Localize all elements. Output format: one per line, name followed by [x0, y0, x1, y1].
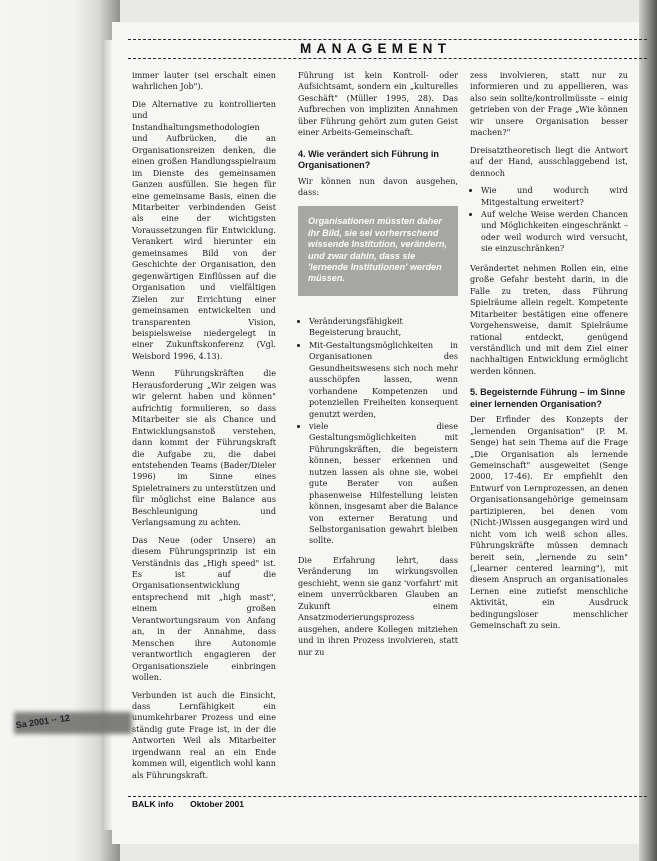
paragraph: Wir können nun davon ausgehen, dass:: [298, 175, 458, 197]
pull-quote: Organisationen müssten daher ihr Bild, sie sei vorherrschend wissende Institution, verändern, und zwar dahin, dass sie 'lernende Institutionen' werden müssen.: [298, 206, 458, 295]
section-heading-4: 4. Wie verändert sich Führung in Organisationen?: [298, 148, 439, 171]
footer-rule: [128, 796, 647, 797]
column-2: [298, 70, 458, 795]
top-rule: [128, 39, 647, 40]
list-item: • Auf welche Weise werden Chancen und Möglichkeiten eingeschränkt – oder weil wodurch wird versucht, sie einzuschränken?: [481, 209, 628, 255]
margin-stamp-text: Sa 2001 ·· 12: [15, 712, 71, 731]
paragraph: zess involvieren, statt nur zu informieren und zu appellieren, was also sein sollte/kontrollmüsste – einig getrieben von der Frage „Wie können wir unsere Organisation besser machen?": [470, 70, 628, 138]
section-heading-5: 5. Begeisternde Führung – im Sinne einer lernenden Organisation?: [470, 387, 626, 409]
paragraph: Die Erfahrung lehrt, dass Veränderung im wirkungsvollen geschieht, wenn sie ganz 'vorfahrt' mit einem unverrückbaren Glauben an Zukunft einem Ansatzmoderierungsprozess ausgehen, andere Kollegen mitziehen und in ihren Prozess involvieren, statt nur zu: [298, 554, 458, 657]
column-1: [132, 70, 276, 780]
paragraph: Das Neue (oder Unsere) an diesem Führungsprinzip ist ein Verständnis das „High speed" ist. Es ist auf die Organisationsentwicklung entsprechend mit „high mast", einem großen Verantwortungsraum von Anfang an, in der Annahme, dass Menschen ihre Autonomie verantwortlich engagieren der Organisationsziele einbringen wollen.: [132, 534, 276, 683]
paragraph: immer lauter (sei erschalt einen wahrlichen Job").: [132, 70, 276, 92]
list-item: • Mit-Gestaltungsmöglichkeiten in Organisationen des Gesundheitswesens sich noch mehr ausschöpfen lassen, wenn vorhandene Kompetenzen und potenziellen Freiheiten konsequent genutzt werden,: [309, 340, 458, 420]
list-item: • viele diese Gestaltungsmöglichkeiten mit Führungskräften, die begeistern können, besser erkennen und nutzen lassen als ohne sie, wobei gute Berater von außen phasenweise Hilfestellung leisten können, insgesamt aber die Balance von externer Beratung und Selbstorganisation gewahrt bleiben sollte.: [309, 421, 458, 547]
paragraph: Der Erfinder des Konzepts der „lernenden Organisation" (P. M. Senge) hat sein Thema auf die Frage „Die Organisation als lernende Gemeinschaft" ausgeweitet (Senge 2000, 17-46). Er empfiehlt den Entwurf von Lernprozessen, an denen Organisationsangehörige gemeinsam partizipieren, bei denen vom (Nicht-)Wissen ausgegangen wird und nicht vom ich weiß schon alles. Führungskräfte müssen demnach bereit sein, „lernende zu sein" („learner centered learning"), mit diesem Anspruch an organisationales Lernen eine zutiefst menschliche Aktivität, ein Ausdruck bedingungsloser menschlicher Gemeinschaft zu sein.: [470, 414, 628, 631]
column-3: [470, 70, 628, 775]
paragraph: Führung ist kein Kontroll- oder Aufsichtsamt, sondern ein „kulturelles Geschäft" (Müller 1995, 28). Das Aufbrechen von impliziten Annahmen über Führung gehört zum guten Geist einer Arbeits-Gemeinschaft.: [298, 70, 458, 138]
paragraph: Dreisatztheoretisch liegt die Antwort auf der Hand, ausschlaggebend ist, dennoch: [470, 144, 628, 178]
paragraph: Die Alternative zu kontrollierten und Instandhaltungsmethodologien und Aufbrücken, die an Organisationsreizen denken, die einen großen Handlungsspielraum im Dienste des gemeinsamen Ganzen ausfüllen. Sie hegen für eine gemeinsame Basis, einen die Mitarbeiter verbindenden Geist als eine der wichtigsten Voraussetzungen für Entwicklung. Verankert wird hierunter ein gemeinsames Bild von der Geschichte der Organisation, den gegenwärtigen Einflüssen auf die Organisation und vielfältigen Zielen zur Errichtung einer gemeinsamen entwickelten und transparenten Vision, beispielsweise niedergelegt in einer Zukunftskonferenz (Vgl. Weisbord 1996, 4.13).: [132, 98, 276, 361]
list-item: • Wie und wodurch wird Mitgestaltung erweitert?: [481, 185, 628, 208]
paragraph: Verändertet nehmen Rollen ein, eine große Gefahr besteht darin, in die Falle zu treten, dass Führung Spielräume allein regelt. Kompetente Mitarbeiter bestätigen eine offenere Vorgehensweise, damit Spielräume rational entdeckt, genügend verständlich und mit dem Ziel einer nachhaltigen Entwicklung ermöglicht werden können.: [470, 262, 628, 376]
paragraph: Wenn Führungskräften die Herausforderung „Wir zeigen was wir gelernt haben und können" aufrichtig formulieren, so dass Mitarbeiter sie als Chance und Entwicklungsanstoß verstehen, dann kommt der Führungskraft die Aufgabe zu, die dabei entstehenden Teams (Bader/Dieler 1996) im Sinne eines Spieletrainers zu unterstützen und für möglichst eine Balance aus Beschleunigung und Verlangsamung zu achten.: [132, 368, 276, 528]
scan-margin-right: [639, 0, 657, 861]
bullet-list: [470, 185, 628, 255]
section-header: MANAGEMENT: [300, 41, 452, 56]
footer-issue: Oktober 2001: [190, 799, 244, 809]
footer: [132, 799, 244, 809]
paragraph: Verbunden ist auch die Einsicht, dass Lernfähigkeit ein unumkehrbarer Prozess und eine ständig gute Frage ist, in der die Antworten Weil als Mitarbeiter irgendwann real an ein Ende kommen will, eigentlich wohl kann als Führungskraft.: [132, 689, 276, 780]
list-item: • Veränderungsfähigkeit Begeisterung braucht,: [309, 316, 458, 339]
bullet-list: [298, 316, 458, 547]
footer-publication: BALK info: [132, 799, 174, 809]
header-rule: [128, 58, 647, 59]
